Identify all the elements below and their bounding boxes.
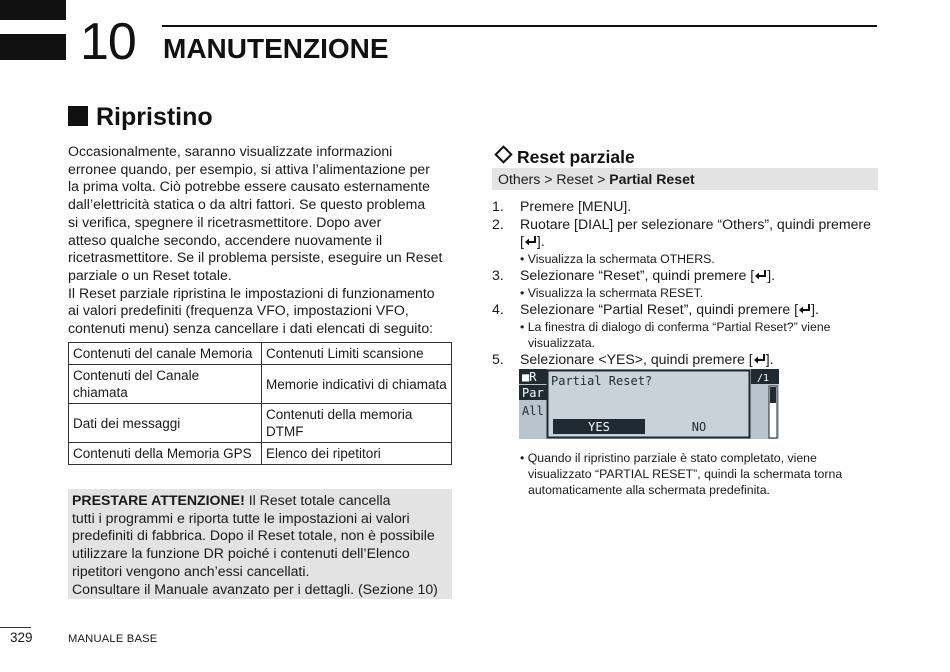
completion-note: • Quando il ripristino parziale è stato completato, viene visualizzato “PARTIAL RESET”, quindi la schermata torna automaticamente alla schermata predefinita. <box>520 451 843 497</box>
section-title: Ripristino <box>68 101 213 133</box>
step-3: 3. Selezionare “Reset”, quindi premere [ ]. <box>492 267 776 284</box>
footer-rule <box>0 627 31 628</box>
table-cell: Contenuti della Memoria GPS <box>69 443 262 465</box>
table-row <box>69 404 452 443</box>
table-cell: Contenuti della memoria DTMF <box>262 404 452 443</box>
intro-paragraph: Occasionalmente, saranno visualizzate informazioni erronee quando, per esempio, si attiva l’alimentazione per la prima volta. Ciò potrebbe essere causato esternamente dall’elettricità statica o da altri fattori. Se questo problema si verifica, spegnere il ricetrasmettitore. Dopo aver atteso qualche secondo, accendere nuovamente il ricetrasmettitore. Se il problema persiste, eseguire un Reset parziale o un Reset totale. Il Reset parziale ripristina le impostazioni di funzionamento ai valori predefiniti (frequenza VFO, impostazioni VFO, contenuti menu) senza cancellare i dati elencati di seguito: <box>68 143 443 337</box>
lcd-dialog-text: Partial Reset? <box>551 374 653 388</box>
manual-title: MANUALE BASE <box>68 633 158 645</box>
page-number: 329 <box>10 630 33 645</box>
lcd-no-option: NO <box>691 420 707 434</box>
chapter-number: 10 <box>80 13 136 71</box>
lcd-yes-option: YES <box>588 420 610 434</box>
table-cell: Contenuti del canale Memoria <box>69 343 262 365</box>
enter-key-icon <box>524 235 537 247</box>
enter-key-icon <box>798 303 811 315</box>
table-cell: Memorie indicativi di chiamata <box>262 365 452 404</box>
table-cell: Contenuti Limiti scansione <box>262 343 452 365</box>
enter-key-icon <box>753 353 766 365</box>
table-row <box>69 443 452 465</box>
preserved-data-table <box>68 342 452 465</box>
diamond-bullet-icon <box>494 145 512 163</box>
step-1: 1. Premere [MENU]. <box>492 198 632 214</box>
table-cell: Elenco dei ripetitori <box>262 443 452 465</box>
svg-text:■R: ■R <box>522 370 537 384</box>
steps-list <box>492 198 884 368</box>
chapter-title: MANUTENZIONE <box>163 33 389 64</box>
lcd-screenshot <box>519 369 779 439</box>
table-row <box>69 365 452 404</box>
step-3-note: • Visualizza la schermata RESET. <box>520 285 704 300</box>
square-bullet-icon <box>68 106 88 126</box>
enter-key-icon <box>754 269 767 281</box>
header-rule <box>162 25 877 27</box>
warning-text: PRESTARE ATTENZIONE! Il Reset totale cancella tutti i programmi e riporta tutte le impostazioni ai valori predefiniti di fabbrica. Dopo il Reset totale, non è possibile utilizzare la funzione DR poiché i contenuti dell’Elenco ripetitori vengono anch’essi cancellati. Consultare il Manuale avanzato per i dettagli. (Sezione 10) <box>72 492 438 597</box>
table-row <box>69 343 452 365</box>
step-4: 4. Selezionare “Partial Reset”, quindi premere [ ]. <box>492 300 819 317</box>
step-4-note: • La finestra di dialogo di conferma “Partial Reset?” viene visualizzata. <box>520 319 831 350</box>
step-5: 5. Selezionare <YES>, quindi premere [ ]. <box>492 350 774 367</box>
step-2: 2. Ruotare [DIAL] per selezionare “Others”, quindi premere [ ]. <box>492 215 871 250</box>
lcd-bg-item: All <box>522 404 544 418</box>
warning-lead: PRESTARE ATTENZIONE! <box>72 492 245 508</box>
chapter-tab <box>0 0 66 60</box>
table-cell: Contenuti del Canale chiamata <box>69 365 262 404</box>
menu-path: Others > Reset > Partial Reset <box>498 171 695 187</box>
step-2-note: • Visualizza la schermata OTHERS. <box>520 252 715 267</box>
lcd-page-indicator: /1 <box>757 373 770 384</box>
table-cell: Dati dei messaggi <box>69 404 262 443</box>
subsection-title: Reset parziale <box>494 146 635 168</box>
lcd-bg-item: Par <box>522 386 544 400</box>
